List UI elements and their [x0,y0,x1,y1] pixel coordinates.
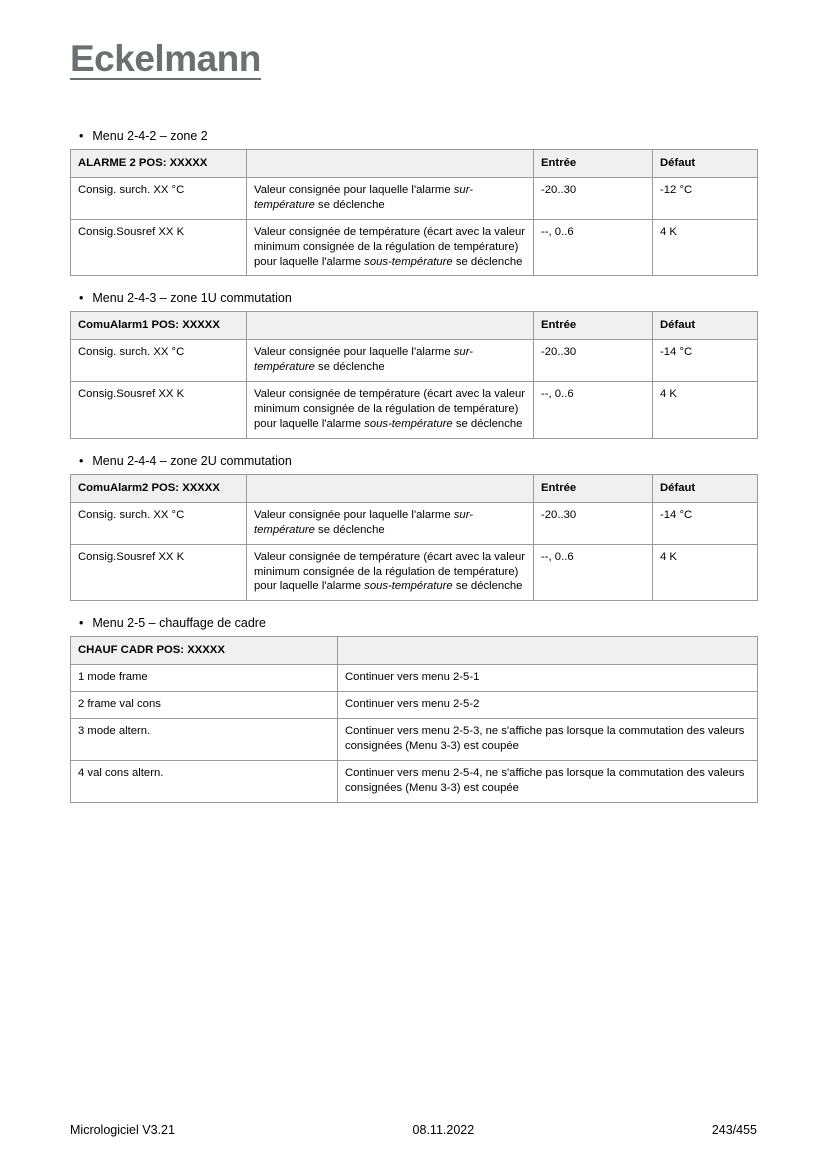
desc-text: Valeur consignée pour laquelle l'alarme [254,346,454,359]
table-row [71,760,758,802]
section-title-text: Menu 2-4-4 – zone 2U commutation [92,453,292,468]
description-cell: Continuer vers menu 2-5-1 [338,665,758,692]
table-row [71,219,758,276]
desc-text: se déclenche [314,361,385,374]
alarm-table-2-4-3 [70,311,758,438]
header-pos-cell: ComuAlarm1 POS: XXXXX [71,312,247,340]
bullet-icon: • [79,453,84,468]
desc-italic-text: sur-température [254,508,474,536]
bullet-icon: • [79,291,84,306]
section-title-text: Menu 2-5 – chauffage de cadre [92,616,266,631]
table-header-row [71,150,758,178]
bullet-icon: • [79,616,84,631]
param-cell: 3 mode altern. [71,719,338,761]
entree-cell: --, 0..6 [534,219,653,276]
entree-cell: -20..30 [534,177,653,219]
section-title-menu-2-4-2 [79,129,757,143]
header-defaut-cell: Défaut [653,312,758,340]
desc-text: se déclenche [314,523,385,536]
section-title-text: Menu 2-4-3 – zone 1U commutation [92,291,292,306]
table-row [71,177,758,219]
defaut-cell: 4 K [653,219,758,276]
param-cell: Consig.Sousref XX K [71,382,247,439]
header-pos-cell: ALARME 2 POS: XXXXX [71,150,247,178]
defaut-cell: -14 °C [653,502,758,544]
param-cell: Consig. surch. XX °C [71,177,247,219]
desc-text: se déclenche [452,417,523,430]
desc-text: Valeur consignée de température (écart avec la valeur minimum consignée de la régulation de température) pour laquelle l'alarme [254,550,526,593]
description-cell: Continuer vers menu 2-5-3, ne s'affiche pas lorsque la commutation des valeurs consignées (Menu 3-3) est coupée [338,719,758,761]
desc-italic-text: sous-température [364,580,453,593]
header-empty-cell [338,637,758,665]
header-pos-cell: ComuAlarm2 POS: XXXXX [71,474,247,502]
param-cell: Consig.Sousref XX K [71,544,247,601]
entree-cell: --, 0..6 [534,544,653,601]
description-cell: Continuer vers menu 2-5-4, ne s'affiche pas lorsque la commutation des valeurs consignées (Menu 3-3) est coupée [338,760,758,802]
section-title-menu-2-4-3 [79,291,757,305]
table-row [71,692,758,719]
header-defaut-cell: Défaut [653,150,758,178]
param-cell: Consig.Sousref XX K [71,219,247,276]
entree-cell: -20..30 [534,502,653,544]
header-empty-cell [247,474,534,502]
page-footer [70,1123,757,1137]
header-entree-cell: Entrée [534,312,653,340]
table-row [71,382,758,439]
menu-table-2-5 [70,636,758,802]
header-empty-cell [247,150,534,178]
defaut-cell: 4 K [653,382,758,439]
description-cell [247,340,534,382]
header-pos-cell: CHAUF CADR POS: XXXXX [71,637,338,665]
param-cell: 1 mode frame [71,665,338,692]
header-empty-cell [247,312,534,340]
description-cell [247,177,534,219]
param-cell: 2 frame val cons [71,692,338,719]
defaut-cell: -12 °C [653,177,758,219]
description-cell [247,544,534,601]
defaut-cell: -14 °C [653,340,758,382]
bullet-icon: • [79,129,84,143]
footer-page-number: 243/455 [711,1123,757,1137]
eckelmann-logo: Eckelmann [70,38,261,79]
entree-cell: --, 0..6 [534,382,653,439]
header-entree-cell: Entrée [534,150,653,178]
defaut-cell: 4 K [653,544,758,601]
table-header-row [71,474,758,502]
alarm-table-2-4-2 [70,149,758,276]
header-entree-cell: Entrée [534,474,653,502]
table-row [71,502,758,544]
desc-text: Valeur consignée de température (écart avec la valeur minimum consignée de la régulation de température) pour laquelle l'alarme [254,388,526,430]
desc-italic-text: sous-température [364,417,453,430]
header-defaut-cell: Défaut [653,474,758,502]
footer-date: 08.11.2022 [412,1123,475,1137]
alarm-table-2-4-4 [70,474,758,601]
description-cell: Continuer vers menu 2-5-2 [338,692,758,719]
table-row [71,544,758,601]
description-cell [247,382,534,439]
desc-text: Valeur consignée de température (écart avec la valeur minimum consignée de la régulation de température) pour laquelle l'alarme [254,225,526,268]
desc-italic-text: sur-température [254,183,474,211]
desc-italic-text: sous-température [364,255,453,268]
desc-text: Valeur consignée pour laquelle l'alarme [254,183,454,196]
desc-text: se déclenche [452,580,523,593]
param-cell: Consig. surch. XX °C [71,340,247,382]
desc-text: Valeur consignée pour laquelle l'alarme [254,508,454,521]
section-title-menu-2-5 [79,616,757,630]
table-row [71,340,758,382]
param-cell: Consig. surch. XX °C [71,502,247,544]
table-row [71,665,758,692]
description-cell [247,219,534,276]
section-title-menu-2-4-4 [79,454,757,468]
table-header-row [71,312,758,340]
table-header-row [71,637,758,665]
desc-text: se déclenche [452,255,523,268]
section-title-text: Menu 2-4-2 – zone 2 [92,129,208,143]
desc-italic-text: sur-température [254,346,474,374]
param-cell: 4 val cons altern. [71,760,338,802]
entree-cell: -20..30 [534,340,653,382]
footer-firmware-version: Micrologiciel V3.21 [70,1123,175,1137]
description-cell [247,502,534,544]
table-row [71,719,758,761]
desc-text: se déclenche [314,198,385,211]
